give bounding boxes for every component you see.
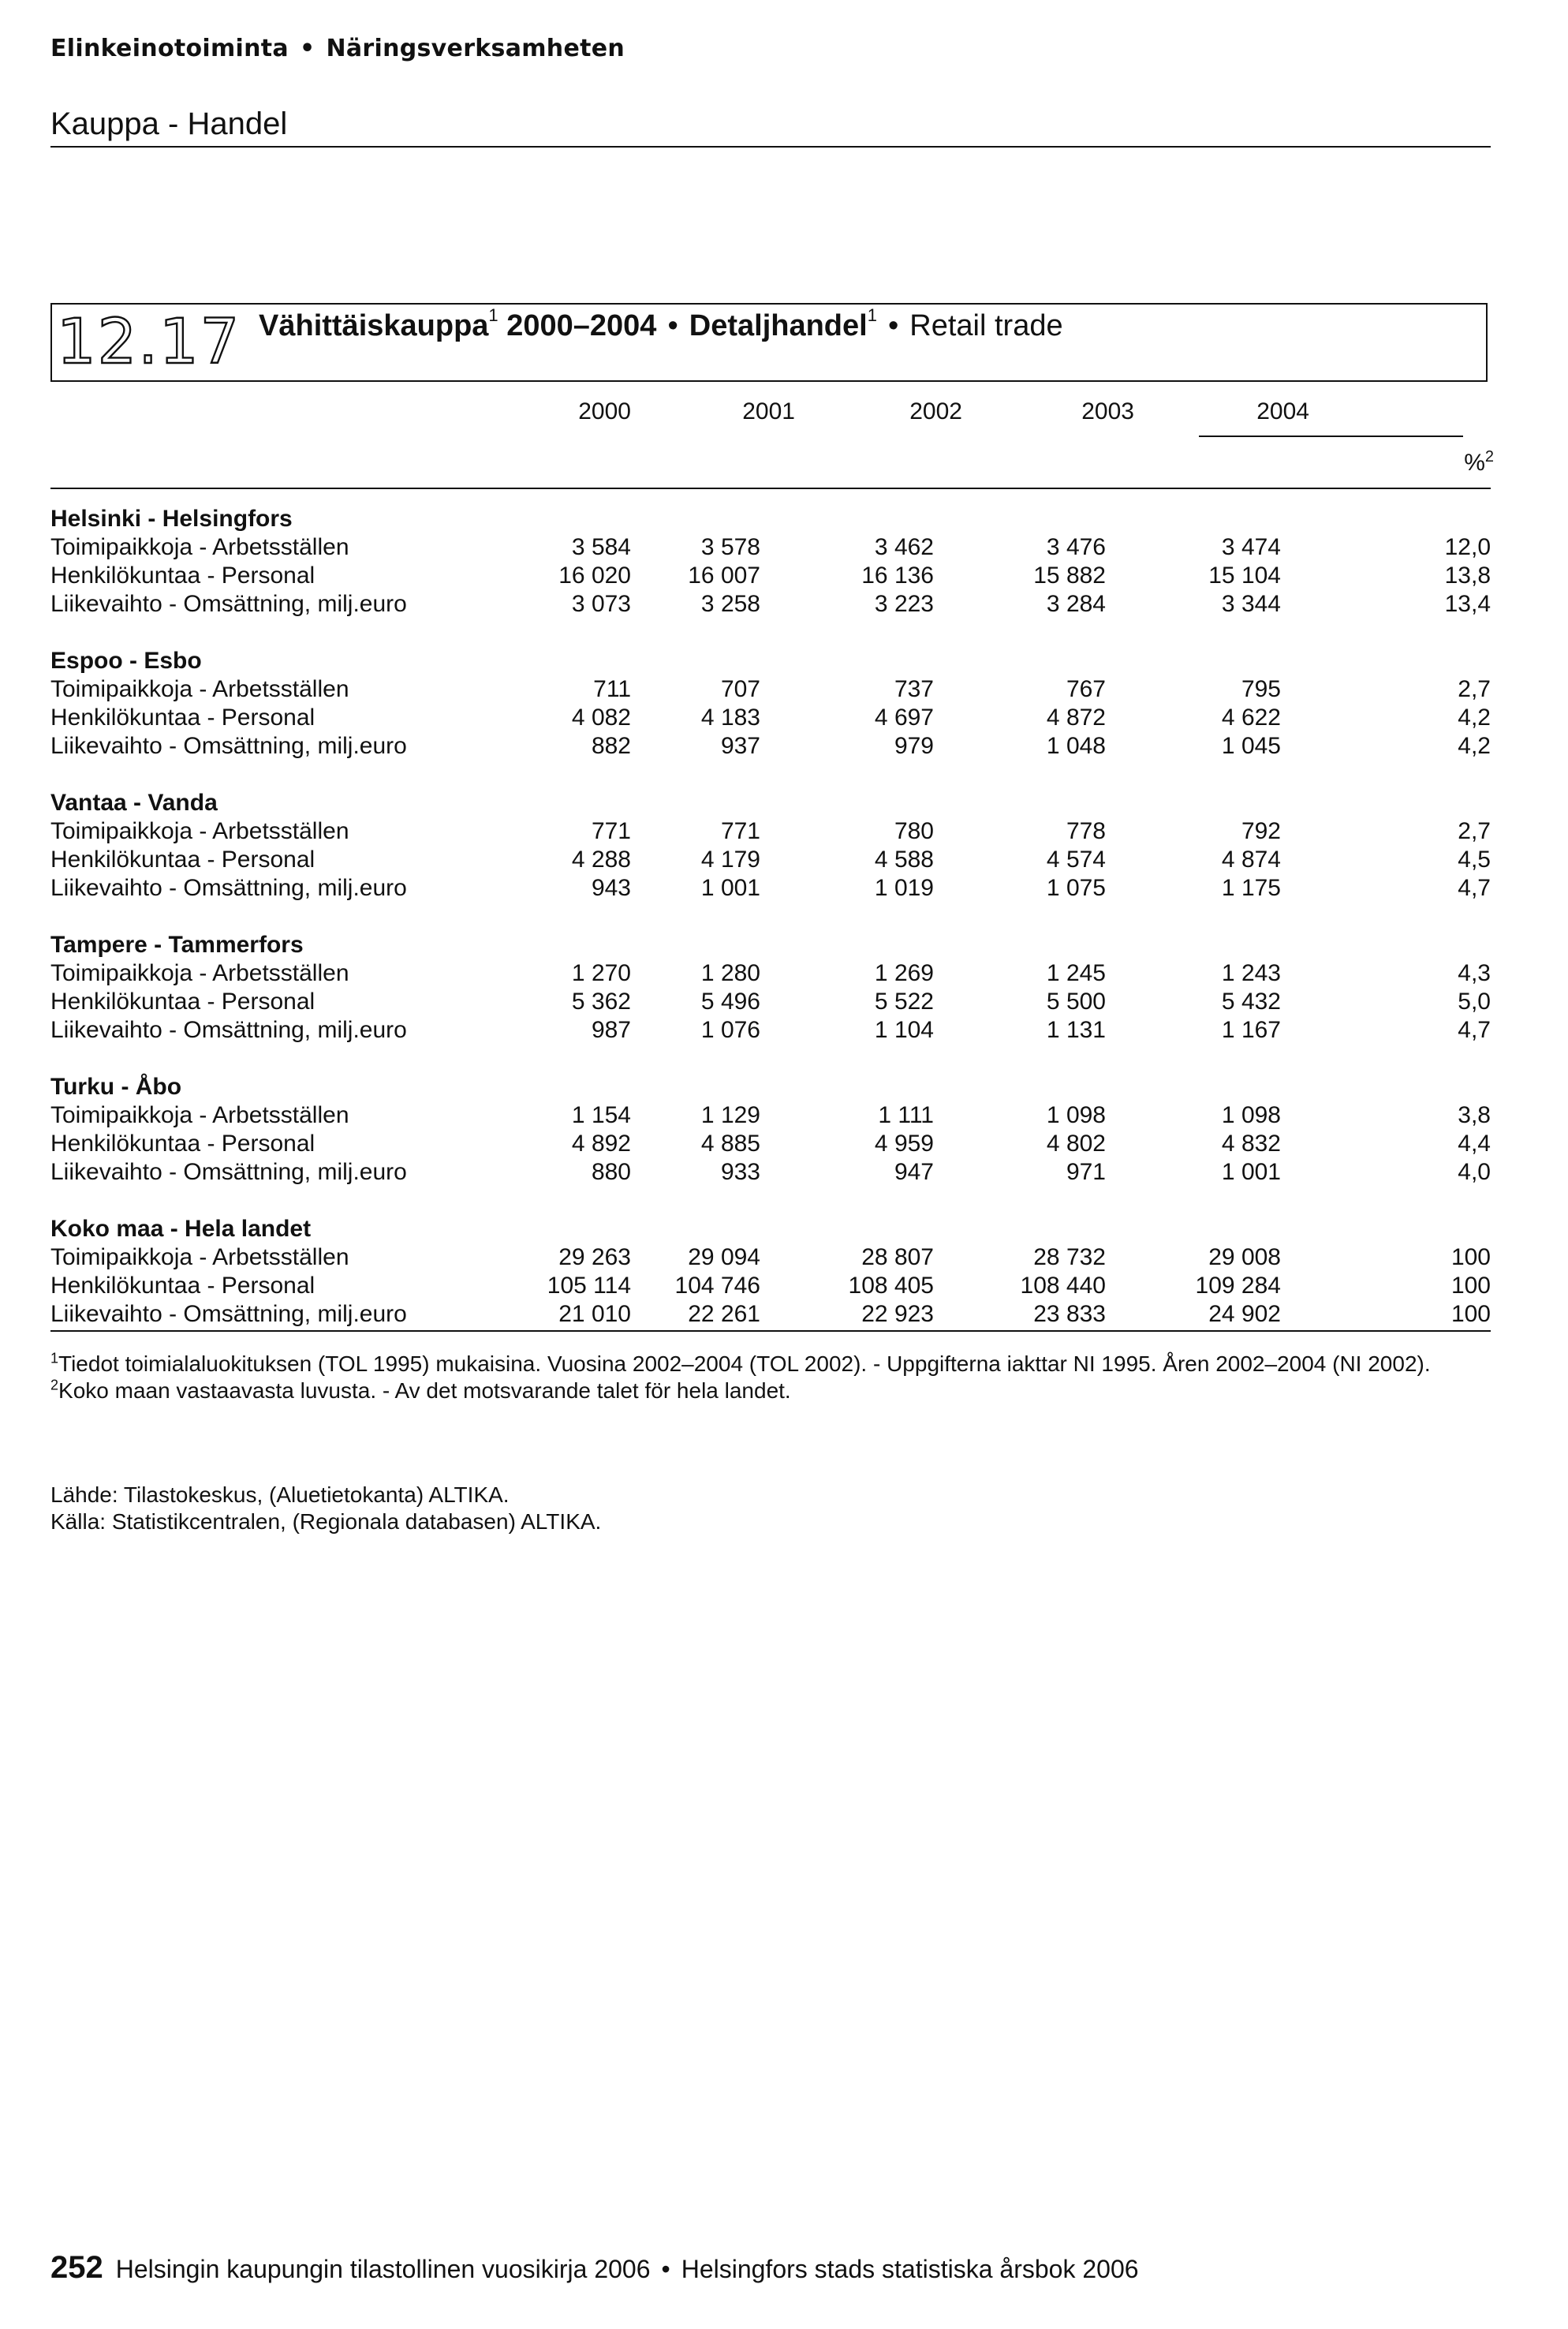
source-sv: Källa: Statistikcentralen, (Regionala databasen) ALTIKA. xyxy=(50,1509,602,1534)
row-label: Toimipaikkoja - Arbetsställen xyxy=(50,1244,349,1270)
cell-2003: 1 048 xyxy=(1046,733,1106,759)
cell-2002: 4 959 xyxy=(874,1131,934,1157)
source-fi: Lähde: Tilastokeskus, (Aluetietokanta) ALTIKA. xyxy=(50,1482,510,1507)
cell-2002: 979 xyxy=(894,733,934,759)
cell-2003: 1 075 xyxy=(1046,875,1106,901)
cell-2002: 4 697 xyxy=(874,705,934,731)
table-title-fi: Vähittäiskauppa xyxy=(259,309,489,342)
cell-2001: 4 179 xyxy=(700,847,760,873)
table-row xyxy=(50,590,1494,619)
separator-dot: • xyxy=(667,309,678,342)
cell-2000: 3 073 xyxy=(571,591,631,617)
cell-2003: 1 245 xyxy=(1046,960,1106,986)
cell-2002: 3 223 xyxy=(874,591,934,617)
cell-2004: 3 344 xyxy=(1221,591,1281,617)
percent-footnote-ref: 2 xyxy=(1484,448,1494,465)
row-label: Toimipaikkoja - Arbetsställen xyxy=(50,534,349,560)
cell-2000: 711 xyxy=(593,676,631,702)
cell-2003: 23 833 xyxy=(1033,1301,1106,1327)
cell-2001: 16 007 xyxy=(688,563,760,589)
table-row xyxy=(50,533,1494,562)
table-group xyxy=(50,647,1494,761)
table-row xyxy=(50,1158,1494,1187)
group-title: Vantaa - Vanda xyxy=(50,790,218,816)
cell-2002: 16 136 xyxy=(861,563,934,589)
row-label: Liikevaihto - Omsättning, milj.euro xyxy=(50,733,407,759)
group-title: Turku - Åbo xyxy=(50,1074,182,1100)
cell-2000: 21 010 xyxy=(558,1301,631,1327)
column-header-2000: 2000 xyxy=(578,398,631,424)
row-label: Toimipaikkoja - Arbetsställen xyxy=(50,960,349,986)
cell-2002: 28 807 xyxy=(861,1244,934,1270)
table-row xyxy=(50,1101,1494,1130)
group-title: Helsinki - Helsingfors xyxy=(50,506,293,532)
cell-2003: 4 872 xyxy=(1046,705,1106,731)
page-footer xyxy=(50,2250,1139,2286)
cell-2003: 3 284 xyxy=(1046,591,1106,617)
header-rule xyxy=(50,488,1491,489)
cell-2002: 1 269 xyxy=(874,960,934,986)
cell-2000: 1 154 xyxy=(571,1102,631,1128)
group-title: Koko maa - Hela landet xyxy=(50,1216,312,1242)
table-title xyxy=(259,305,1063,343)
row-label: Henkilökuntaa - Personal xyxy=(50,563,315,589)
cell-2003: 5 500 xyxy=(1046,989,1106,1015)
cell-2001: 3 258 xyxy=(700,591,760,617)
table-title-sv-footnote-ref: 1 xyxy=(867,305,877,326)
table-row xyxy=(50,562,1494,590)
section-header-sv: Näringsverksamheten xyxy=(326,35,625,62)
table-row xyxy=(50,846,1494,874)
table-number: 12.17 xyxy=(57,307,241,378)
cell-2003: 3 476 xyxy=(1046,534,1106,560)
row-label: Henkilökuntaa - Personal xyxy=(50,1273,315,1299)
cell-percent: 2,7 xyxy=(1458,676,1491,702)
page-number: 252 xyxy=(50,2250,103,2285)
cell-2000: 4 892 xyxy=(571,1131,631,1157)
separator-dot: • xyxy=(887,309,899,342)
cell-2004: 15 104 xyxy=(1208,563,1281,589)
cell-percent: 4,0 xyxy=(1458,1159,1491,1185)
cell-2003: 4 802 xyxy=(1046,1131,1106,1157)
cell-2000: 1 270 xyxy=(571,960,631,986)
cell-2004: 1 167 xyxy=(1221,1017,1281,1043)
cell-2004: 24 902 xyxy=(1208,1301,1281,1327)
footnote-2-text: Koko maan vastaavasta luvusta. - Av det motsvarande talet för hela landet. xyxy=(58,1378,791,1403)
cell-2000: 880 xyxy=(591,1159,631,1185)
row-label: Liikevaihto - Omsättning, milj.euro xyxy=(50,1301,407,1327)
footer-text-fi: Helsingin kaupungin tilastollinen vuosikirja 2006 xyxy=(115,2255,651,2283)
cell-2003: 767 xyxy=(1066,676,1106,702)
row-label: Liikevaihto - Omsättning, milj.euro xyxy=(50,591,407,617)
section-header-fi: Elinkeinotoiminta xyxy=(50,35,289,62)
column-header-2001: 2001 xyxy=(742,398,795,424)
cell-2002: 737 xyxy=(894,676,934,702)
table-row xyxy=(50,732,1494,761)
row-label: Henkilökuntaa - Personal xyxy=(50,989,315,1015)
table-row xyxy=(50,959,1494,988)
cell-percent: 4,2 xyxy=(1458,733,1491,759)
cell-2004: 1 098 xyxy=(1221,1102,1281,1128)
group-title: Espoo - Esbo xyxy=(50,648,202,674)
cell-2003: 1 131 xyxy=(1046,1017,1106,1043)
row-label: Henkilökuntaa - Personal xyxy=(50,705,315,731)
row-label: Liikevaihto - Omsättning, milj.euro xyxy=(50,1159,407,1185)
cell-2002: 22 923 xyxy=(861,1301,934,1327)
cell-2003: 108 440 xyxy=(1020,1273,1106,1299)
cell-2001: 937 xyxy=(720,733,760,759)
column-header-percent xyxy=(1435,450,1494,477)
row-label: Toimipaikkoja - Arbetsställen xyxy=(50,676,349,702)
table-group xyxy=(50,505,1494,619)
cell-2001: 771 xyxy=(720,818,760,844)
cell-2000: 943 xyxy=(591,875,631,901)
cell-2003: 15 882 xyxy=(1033,563,1106,589)
data-table xyxy=(50,505,1494,1357)
column-header-2003: 2003 xyxy=(1081,398,1134,424)
cell-2004: 29 008 xyxy=(1208,1244,1281,1270)
cell-percent: 4,5 xyxy=(1458,847,1491,873)
cell-2000: 771 xyxy=(591,818,631,844)
cell-2001: 933 xyxy=(720,1159,760,1185)
column-header-2002: 2002 xyxy=(909,398,962,424)
column-header-2004: 2004 xyxy=(1256,398,1309,424)
footnote-1 xyxy=(50,1351,1454,1378)
table-row xyxy=(50,1300,1494,1329)
cell-percent: 100 xyxy=(1450,1244,1491,1270)
cell-percent: 3,8 xyxy=(1458,1102,1491,1128)
cell-2004: 4 832 xyxy=(1221,1131,1281,1157)
cell-2004: 792 xyxy=(1241,818,1281,844)
cell-2004: 4 874 xyxy=(1221,847,1281,873)
table-title-en: Retail trade xyxy=(909,309,1063,342)
row-label: Toimipaikkoja - Arbetsställen xyxy=(50,818,349,844)
table-row xyxy=(50,988,1494,1016)
table-group xyxy=(50,789,1494,903)
cell-2001: 1 129 xyxy=(700,1102,760,1128)
cell-2002: 4 588 xyxy=(874,847,934,873)
footnote-2 xyxy=(50,1378,1454,1404)
separator-dot: • xyxy=(661,2255,670,2283)
cell-2002: 1 019 xyxy=(874,875,934,901)
cell-2004: 1 243 xyxy=(1221,960,1281,986)
cell-2004: 1 045 xyxy=(1221,733,1281,759)
cell-2004: 1 001 xyxy=(1221,1159,1281,1185)
section-header xyxy=(50,35,625,62)
cell-2001: 707 xyxy=(720,676,760,702)
cell-2001: 4 183 xyxy=(700,705,760,731)
table-row xyxy=(50,1130,1494,1158)
cell-2001: 29 094 xyxy=(688,1244,760,1270)
cell-2002: 5 522 xyxy=(874,989,934,1015)
cell-2002: 1 111 xyxy=(878,1102,934,1128)
cell-2001: 22 261 xyxy=(688,1301,760,1327)
group-title: Tampere - Tammerfors xyxy=(50,932,304,958)
table-group xyxy=(50,931,1494,1045)
row-label: Henkilökuntaa - Personal xyxy=(50,1131,315,1157)
cell-2003: 4 574 xyxy=(1046,847,1106,873)
footnotes xyxy=(50,1351,1454,1404)
cell-percent: 4,2 xyxy=(1458,705,1491,731)
table-bottom-rule xyxy=(50,1330,1491,1332)
cell-2001: 3 578 xyxy=(700,534,760,560)
cell-2004: 4 622 xyxy=(1221,705,1281,731)
footnote-2-number: 2 xyxy=(50,1377,59,1393)
cell-2000: 105 114 xyxy=(547,1273,631,1299)
cell-2002: 947 xyxy=(894,1159,934,1185)
cell-2003: 28 732 xyxy=(1033,1244,1106,1270)
table-row xyxy=(50,1272,1494,1300)
footnote-1-text: Tiedot toimialaluokituksen (TOL 1995) mukaisina. Vuosina 2002–2004 (TOL 2002). - Uppgifterna iakttar NI 1995. Åren 2002–2004 (NI 2002). xyxy=(58,1351,1431,1376)
cell-2004: 795 xyxy=(1241,676,1281,702)
source xyxy=(50,1482,601,1535)
table-row xyxy=(50,1016,1494,1045)
table-row xyxy=(50,1243,1494,1272)
cell-2002: 3 462 xyxy=(874,534,934,560)
cell-2002: 780 xyxy=(894,818,934,844)
cell-2000: 882 xyxy=(591,733,631,759)
cell-percent: 13,4 xyxy=(1444,591,1491,617)
cell-2000: 5 362 xyxy=(571,989,631,1015)
table-title-sv: Detaljhandel xyxy=(689,309,868,342)
cell-2001: 4 885 xyxy=(700,1131,760,1157)
cell-2001: 1 280 xyxy=(700,960,760,986)
table-row xyxy=(50,817,1494,846)
cell-percent: 4,7 xyxy=(1458,1017,1491,1043)
cell-2001: 1 001 xyxy=(700,875,760,901)
cell-2000: 16 020 xyxy=(558,563,631,589)
cell-2003: 1 098 xyxy=(1046,1102,1106,1128)
cell-2002: 1 104 xyxy=(874,1017,934,1043)
table-years-range: 2000–2004 xyxy=(506,309,657,342)
cell-2004: 109 284 xyxy=(1195,1273,1281,1299)
subsection-rule xyxy=(50,146,1491,148)
cell-percent: 100 xyxy=(1450,1301,1491,1327)
cell-2000: 987 xyxy=(591,1017,631,1043)
cell-2001: 5 496 xyxy=(700,989,760,1015)
cell-percent: 4,3 xyxy=(1458,960,1491,986)
footnote-1-number: 1 xyxy=(50,1350,59,1366)
cell-2000: 29 263 xyxy=(558,1244,631,1270)
cell-2000: 3 584 xyxy=(571,534,631,560)
cell-2001: 1 076 xyxy=(700,1017,760,1043)
footer-text-sv: Helsingfors stads statistiska årsbok 2006 xyxy=(681,2255,1139,2283)
table-title-box xyxy=(50,303,1488,382)
row-label: Liikevaihto - Omsättning, milj.euro xyxy=(50,1017,407,1043)
cell-2003: 971 xyxy=(1066,1159,1106,1185)
subsection-title: Kauppa - Handel xyxy=(50,107,288,141)
table-group xyxy=(50,1215,1494,1329)
cell-percent: 2,7 xyxy=(1458,818,1491,844)
cell-2003: 778 xyxy=(1066,818,1106,844)
cell-percent: 5,0 xyxy=(1458,989,1491,1015)
table-group xyxy=(50,1073,1494,1187)
percent-sign: % xyxy=(1464,450,1485,476)
separator-dot: • xyxy=(299,35,315,62)
cell-2004: 3 474 xyxy=(1221,534,1281,560)
cell-percent: 12,0 xyxy=(1444,534,1491,560)
table-title-fi-footnote-ref: 1 xyxy=(488,305,498,326)
row-label: Henkilökuntaa - Personal xyxy=(50,847,315,873)
cell-2004: 1 175 xyxy=(1221,875,1281,901)
table-row xyxy=(50,704,1494,732)
table-row xyxy=(50,675,1494,704)
table-row xyxy=(50,874,1494,903)
cell-percent: 100 xyxy=(1450,1273,1491,1299)
cell-2001: 104 746 xyxy=(674,1273,760,1299)
column-header-2004-rule xyxy=(1199,436,1463,437)
row-label: Toimipaikkoja - Arbetsställen xyxy=(50,1102,349,1128)
cell-2004: 5 432 xyxy=(1221,989,1281,1015)
cell-2002: 108 405 xyxy=(848,1273,934,1299)
cell-percent: 4,7 xyxy=(1458,875,1491,901)
row-label: Liikevaihto - Omsättning, milj.euro xyxy=(50,875,407,901)
cell-percent: 4,4 xyxy=(1458,1131,1491,1157)
cell-percent: 13,8 xyxy=(1444,563,1491,589)
cell-2000: 4 288 xyxy=(571,847,631,873)
cell-2000: 4 082 xyxy=(571,705,631,731)
